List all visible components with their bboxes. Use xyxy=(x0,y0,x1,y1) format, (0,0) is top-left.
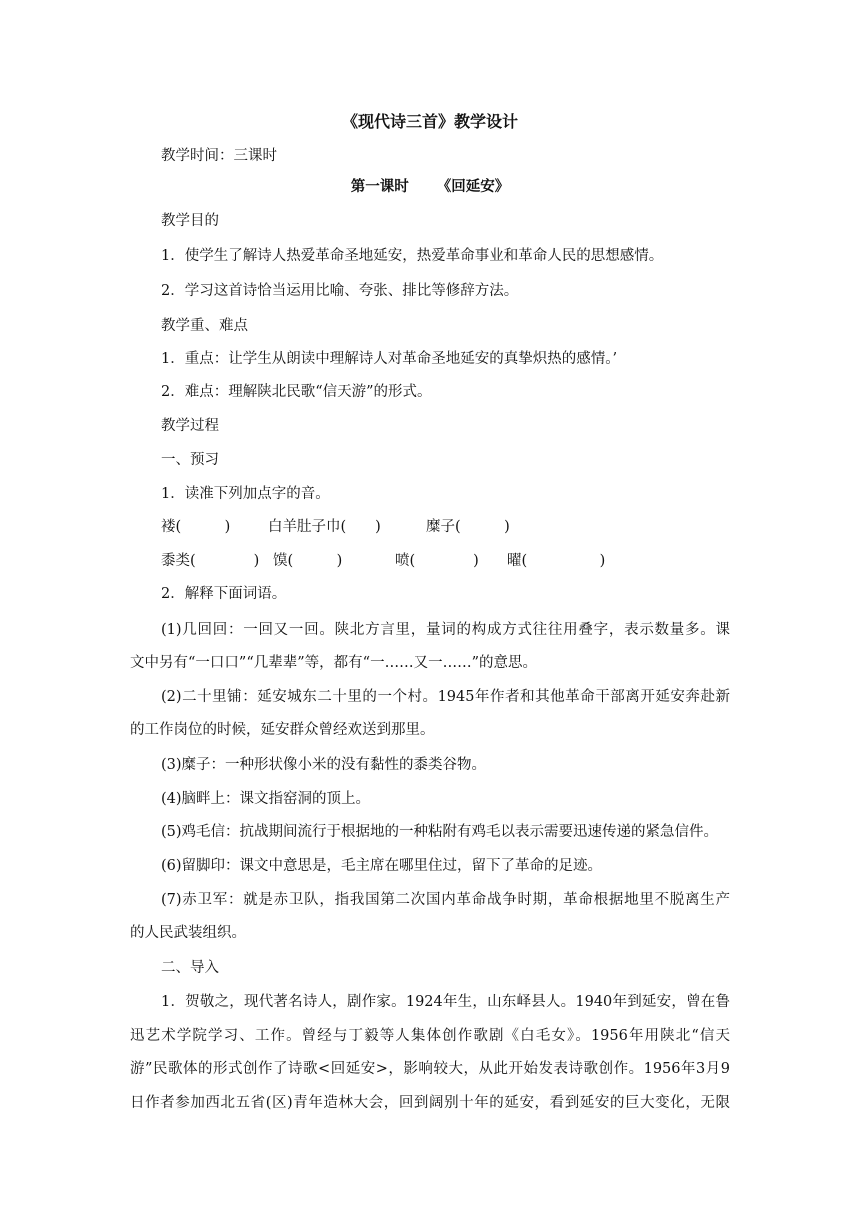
key-item-2: 2．难点：理解陕北民歌“信天游”的形式。 xyxy=(161,384,432,400)
pronunciation-item: 白羊肚子巾( ) xyxy=(268,519,381,535)
word-5: (5)鸡毛信：抗战期间流行于根据地的一种粘附有鸡毛以表示需要迅速传递的紧急信件。 xyxy=(161,824,719,840)
pronunciation-item: 喷( ) xyxy=(395,553,479,569)
lesson-heading xyxy=(0,177,860,197)
word-4: (4)脑畔上：课文指窑洞的顶上。 xyxy=(161,791,371,807)
bio-line-2: 迅艺术学院学习、工作。曾经与丁毅等人集体创作歌剧《白毛女》。1956年用陕北“信天 xyxy=(130,1028,730,1044)
word-1-line-1: (1)几回回：一回又一回。陕北方言里，量词的构成方式往往用叠字，表示数量多。课 xyxy=(161,622,730,638)
goals-heading: 教学目的 xyxy=(161,213,219,229)
pronunciation-item: 黍类( ) xyxy=(161,553,260,569)
word-3: (3)糜子：一种形状像小米的没有黏性的黍类谷物。 xyxy=(161,757,487,773)
goal-item-1: 1．使学生了解诗人热爱革命圣地延安，热爱革命事业和革命人民的思想感情。 xyxy=(161,248,664,264)
word-6: (6)留脚印：课文中意思是，毛主席在哪里住过，留下了革命的足迹。 xyxy=(161,858,603,874)
explain-task: 2．解释下面词语。 xyxy=(161,586,287,602)
document-title: 《现代诗三首》教学设计 xyxy=(341,112,518,131)
pronunciation-item: 糜子( ) xyxy=(426,519,510,535)
key-heading: 教学重、难点 xyxy=(161,318,248,334)
word-2-line-2: 的工作岗位的时候，延安群众曾经欢送到那里。 xyxy=(130,722,435,738)
teaching-time: 教学时间：三课时 xyxy=(161,148,277,164)
word-7-line-2: 的人民武装组织。 xyxy=(130,925,246,941)
pronunciation-task: 1．读准下列加点字的音。 xyxy=(161,486,330,502)
goal-item-2: 2．学习这首诗恰当运用比喻、夸张、排比等修辞方法。 xyxy=(161,283,519,299)
process-heading: 教学过程 xyxy=(161,418,219,434)
lesson-name: 《回延安》 xyxy=(436,178,510,195)
key-item-1: 1．重点：让学生从朗读中理解诗人对革命圣地延安的真挚炽热的感情。’ xyxy=(161,351,618,367)
section-intro: 二、导入 xyxy=(161,960,219,976)
bio-line-4: 日作者参加西北五省(区)青年造林大会，回到阔别十年的延安，看到延安的巨大变化，无限 xyxy=(130,1095,730,1111)
pronunciation-item: 褛( ) xyxy=(161,519,231,535)
word-1-line-2: 文中另有“一口口”“几辈辈”等，都有“一……又一……”的意思。 xyxy=(130,655,537,671)
pronunciation-item: 曜( ) xyxy=(507,553,606,569)
lesson-part: 第一课时 xyxy=(350,178,409,195)
bio-line-3: 游”民歌体的形式创作了诗歌<回延安>，影响较大，从此开始发表诗歌创作。1956年3月9 xyxy=(130,1061,730,1077)
word-7-line-1: (7)赤卫军：就是赤卫队，指我国第二次国内革命战争时期，革命根据地里不脱离生产 xyxy=(161,892,730,908)
pronunciation-item: 馍( ) xyxy=(273,553,343,569)
word-2-line-1: (2)二十里铺：延安城东二十里的一个村。1945年作者和其他革命干部离开延安奔赴新 xyxy=(161,689,730,705)
bio-line-1: 1．贺敬之，现代著名诗人，剧作家。1924年生，山东峄县人。1940年到延安，曾在鲁 xyxy=(161,994,730,1010)
section-preview: 一、预习 xyxy=(161,452,219,468)
